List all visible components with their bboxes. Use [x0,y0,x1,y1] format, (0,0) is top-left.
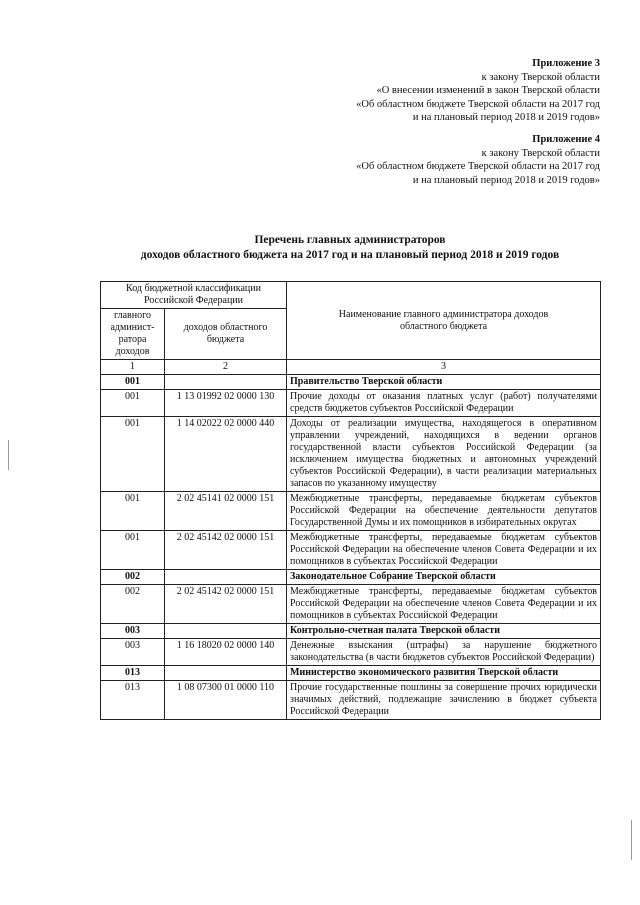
admin-code-cell: 013 [101,666,165,681]
administrator-name-cell: Министерство экономического развития Тверской области [287,666,601,681]
table-header-row [101,282,601,309]
header-admin: главного админист-ратора доходов [101,309,165,360]
col-number-3: 3 [287,360,601,375]
header-name-text: Наименование главного администратора доходов областного бюджета [338,308,549,332]
table-row [101,492,601,531]
income-code-cell [165,624,287,639]
income-code-cell [165,570,287,585]
income-code-cell: 2 02 45142 02 0000 151 [165,585,287,624]
administrator-name-cell: Денежные взыскания (штрафы) за нарушение бюджетного законодательства (в части бюджетов субъектов Российской Федерации) [287,639,601,666]
annex-3-title: Приложение 3 [532,58,600,69]
table-section-row [101,570,601,585]
administrator-name-cell: Прочие доходы от оказания платных услуг (работ) получателями средств бюджетов субъектов Российской Федерации [287,390,601,417]
table-row [101,681,601,720]
document-title-line-1: Перечень главных администраторов [254,234,446,246]
document-title-line-2: доходов областного бюджета на 2017 год и на плановый период 2018 и 2019 годов [140,249,560,261]
annex-3-line: и на плановый период 2018 и 2019 годов» [412,112,600,123]
admin-code-cell: 001 [101,417,165,492]
annex-3-line: «Об областном бюджете Тверской области на 2017 год [356,98,600,110]
administrator-name-cell: Межбюджетные трансферты, передаваемые бюджетам субъектов Российской Федерации на обеспечение членов Совета Федерации и их помощников в субъектах Российской Федерации [287,585,601,624]
scan-margin-mark [631,820,632,860]
header-income: доходов областного бюджета [165,309,287,360]
annex-4-line: «Об областном бюджете Тверской области на 2017 год [356,161,600,172]
administrator-name-cell: Межбюджетные трансферты, передаваемые бюджетам субъектов Российской Федерации на обеспечение членов Совета Федерации и их помощников в субъектах Российской Федерации [287,531,601,570]
annex-4-line: и на плановый период 2018 и 2019 годов» [412,174,600,186]
administrator-name-cell: Межбюджетные трансферты, передаваемые бюджетам субъектов Российской Федерации на обеспечение деятельности депутатов Государственной Думы и их помощников в избирательных округах [287,492,601,531]
income-code-cell: 1 16 18020 02 0000 140 [165,639,287,666]
administrators-table [100,281,601,720]
administrator-name-cell: Доходы от реализации имущества, находящегося в оперативном управлении учреждений, находящихся в ведении органов государственной власти субъектов Российской Федерации (за исключением имущества бюджетных и автономных учреждений субъектов Российской Федерации), в части реализации материальных запасов по указанному имуществу [287,417,601,492]
income-code-cell [165,666,287,681]
table-numbering-row [101,360,601,375]
annex-4-header [356,133,600,187]
income-code-cell: 1 14 02022 02 0000 440 [165,417,287,492]
header-kbk: Код бюджетной классификации Российской Федерации [101,282,287,309]
annex-4-title: Приложение 4 [532,134,600,145]
admin-code-cell: 001 [101,492,165,531]
annex-4-line: к закону Тверской области [481,147,600,159]
table-row [101,531,601,570]
admin-code-cell: 003 [101,639,165,666]
administrator-name-cell: Правительство Тверской области [287,375,601,390]
admin-code-cell: 013 [101,681,165,720]
header-name [287,282,601,360]
annex-3-line: к закону Тверской области [481,71,600,83]
administrator-name-cell: Контрольно-счетная палата Тверской области [287,624,601,639]
table-section-row [101,666,601,681]
table-section-row [101,375,601,390]
table-body [101,375,601,720]
income-code-cell: 1 08 07300 01 0000 110 [165,681,287,720]
income-code-cell: 2 02 45142 02 0000 151 [165,531,287,570]
admin-code-cell: 002 [101,585,165,624]
table-row [101,417,601,492]
col-number-1: 1 [101,360,165,375]
admin-code-cell: 002 [101,570,165,585]
table-row [101,390,601,417]
admin-code-cell: 001 [101,531,165,570]
income-code-cell: 1 13 01992 02 0000 130 [165,390,287,417]
table-row [101,639,601,666]
income-code-cell: 2 02 45141 02 0000 151 [165,492,287,531]
administrator-name-cell: Законодательное Собрание Тверской области [287,570,601,585]
annex-3-header [356,57,600,125]
col-number-2: 2 [165,360,287,375]
admin-code-cell: 001 [101,375,165,390]
table-section-row [101,624,601,639]
administrator-name-cell: Прочие государственные пошлины за совершение прочих юридически значимых действий, подлежащие зачислению в бюджет субъекта Российской Федерации [287,681,601,720]
income-code-cell [165,375,287,390]
admin-code-cell: 003 [101,624,165,639]
document-title [60,233,640,263]
scan-margin-mark [8,440,9,470]
admin-code-cell: 001 [101,390,165,417]
table-row [101,585,601,624]
annex-3-line: «О внесении изменений в закон Тверской области [376,85,600,96]
